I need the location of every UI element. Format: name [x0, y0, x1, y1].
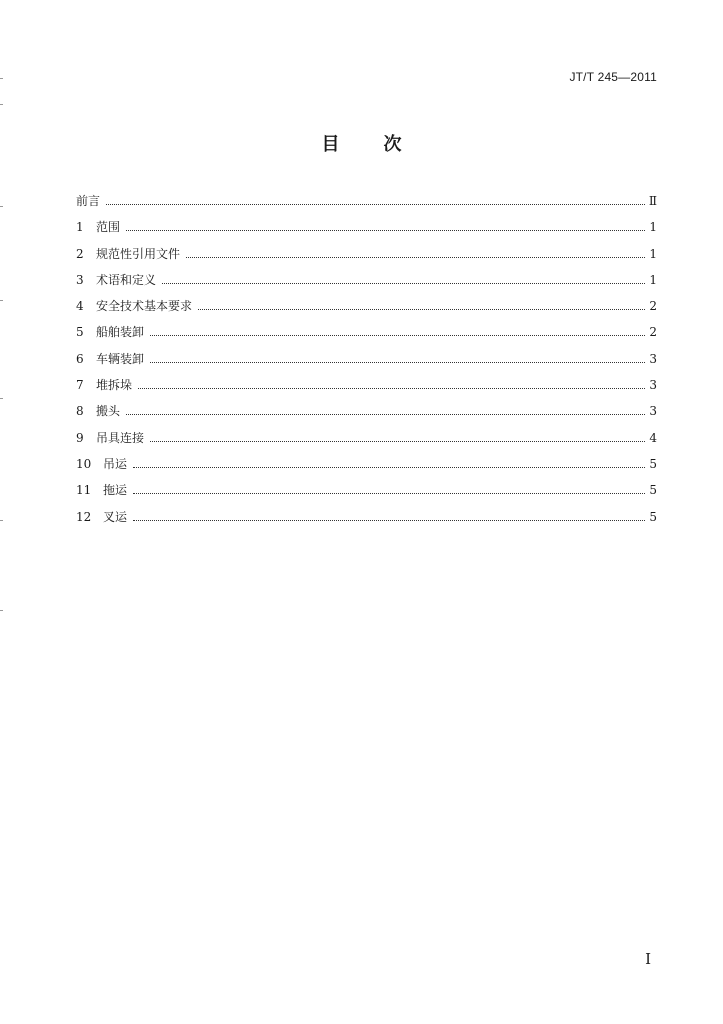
- toc-entry-number: 12: [76, 509, 92, 524]
- toc-entry-page: 1: [649, 246, 657, 261]
- toc-entry-text: 车辆装卸: [96, 351, 145, 366]
- toc-entry-page: 3: [649, 351, 657, 366]
- toc-entry-11[interactable]: [76, 481, 657, 507]
- toc-leader-dots: [133, 492, 645, 494]
- scan-edge-mark: [0, 206, 3, 207]
- toc-entry-text: 拖运: [103, 483, 128, 498]
- toc-entry-number: 1: [76, 220, 84, 235]
- toc-entry-number: 5: [76, 325, 84, 340]
- toc-entry-2[interactable]: [76, 245, 657, 271]
- toc-entry-5[interactable]: [76, 323, 657, 349]
- scan-edge-mark: [0, 104, 3, 105]
- toc-entry-12[interactable]: [76, 508, 657, 534]
- toc-entry-number: 9: [76, 430, 84, 445]
- toc-entry-page: 2: [649, 299, 657, 314]
- toc-leader-dots: [162, 282, 645, 284]
- standard-code: JT/T 245—2011: [569, 70, 657, 84]
- toc-entry-page: 4: [649, 430, 657, 445]
- toc-entry-number: 7: [76, 378, 84, 393]
- toc-entry-text: 吊具连接: [96, 430, 145, 445]
- toc-leader-dots: [133, 519, 645, 521]
- toc-leader-dots: [138, 387, 645, 389]
- toc-entry-number: 11: [76, 483, 92, 498]
- toc-leader-dots: [198, 308, 645, 310]
- scan-edge-mark: [0, 78, 3, 79]
- toc-entry-text: 堆拆垛: [96, 378, 133, 393]
- toc-entry-number: 2: [76, 246, 84, 261]
- toc-leader-dots: [186, 256, 645, 258]
- toc-title: [0, 130, 723, 156]
- toc-entry-page: 1: [649, 220, 657, 235]
- toc-entry-text: 前言: [76, 194, 101, 208]
- toc-entry-text: 船舶装卸: [96, 325, 145, 340]
- toc-entry-7[interactable]: [76, 376, 657, 402]
- toc-entry-page: 1: [649, 272, 657, 287]
- scan-edge-mark: [0, 520, 3, 521]
- toc-entry-foreword[interactable]: [76, 192, 657, 218]
- toc-title-right: 次: [383, 134, 402, 155]
- toc-entry-6[interactable]: [76, 350, 657, 376]
- toc-entry-number: 3: [76, 272, 84, 287]
- toc-entry-page: 3: [649, 378, 657, 393]
- toc-leader-dots: [150, 440, 645, 442]
- toc-leader-dots: [150, 361, 645, 363]
- scan-edge-mark: [0, 610, 3, 611]
- toc-entry-10[interactable]: [76, 455, 657, 481]
- toc-entry-page: Ⅱ: [648, 194, 657, 208]
- toc-entry-8[interactable]: [76, 402, 657, 428]
- toc-entry-4[interactable]: [76, 297, 657, 323]
- toc-entry-text: 安全技术基本要求: [96, 299, 193, 314]
- toc-leader-dots: [150, 334, 645, 336]
- toc-entry-number: 6: [76, 351, 84, 366]
- toc-entry-text: 范围: [96, 220, 121, 235]
- toc-entry-text: 吊运: [103, 456, 128, 471]
- toc-list: [76, 192, 657, 534]
- toc-leader-dots: [133, 466, 645, 468]
- toc-title-left: 目: [321, 134, 340, 155]
- toc-entry-3[interactable]: [76, 271, 657, 297]
- toc-entry-page: 2: [649, 325, 657, 340]
- scan-edge-mark: [0, 300, 3, 301]
- toc-entry-page: 5: [649, 509, 657, 524]
- toc-entry-number: 10: [76, 456, 92, 471]
- toc-entry-page: 5: [649, 456, 657, 471]
- toc-entry-page: 5: [649, 483, 657, 498]
- toc-entry-text: 搬头: [96, 404, 121, 419]
- toc-entry-page: 3: [649, 404, 657, 419]
- toc-entry-text: 叉运: [103, 509, 128, 524]
- toc-entry-text: 规范性引用文件: [96, 246, 181, 261]
- toc-entry-9[interactable]: [76, 429, 657, 455]
- toc-entry-number: 8: [76, 404, 84, 419]
- page-number: I: [645, 950, 651, 968]
- toc-leader-dots: [126, 229, 645, 231]
- toc-leader-dots: [126, 413, 645, 415]
- toc-leader-dots: [106, 203, 645, 205]
- toc-entry-1[interactable]: [76, 218, 657, 244]
- toc-entry-text: 术语和定义: [96, 272, 157, 287]
- toc-entry-number: 4: [76, 299, 84, 314]
- scan-edge-mark: [0, 398, 3, 399]
